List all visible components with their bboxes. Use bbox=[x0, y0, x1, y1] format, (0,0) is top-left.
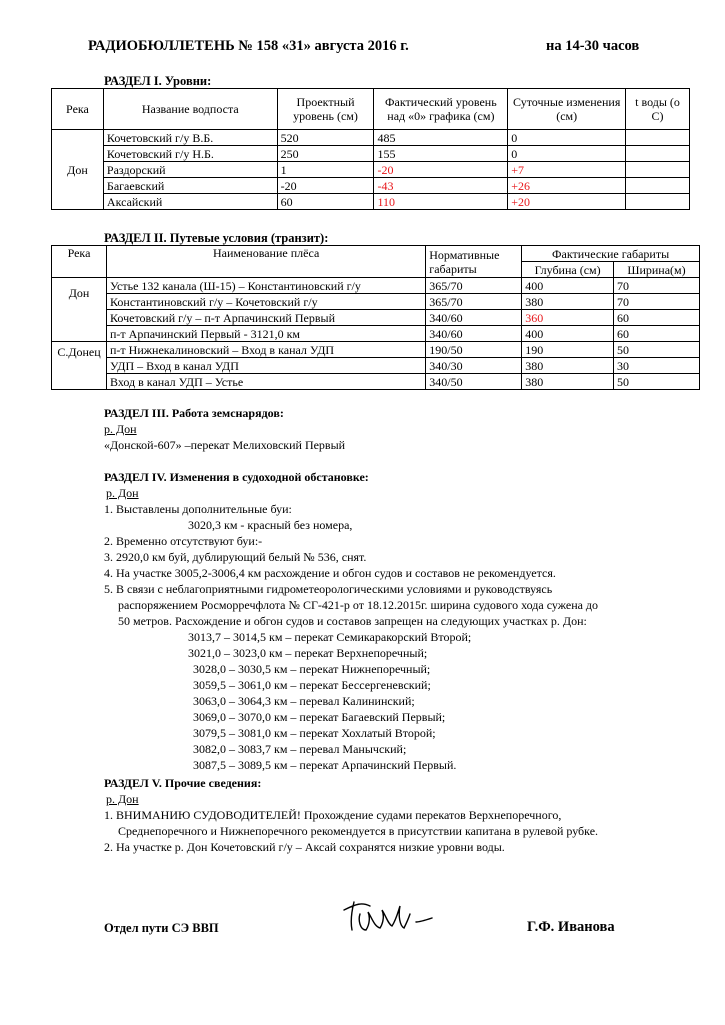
section4-item2: 2. Временно отсутствуют буи:- bbox=[104, 534, 263, 548]
river-cell: Дон bbox=[52, 278, 107, 342]
width-value: 50 bbox=[614, 374, 700, 390]
list-item: 3079,5 – 3081,0 км – перекат Хохлатый Второй; bbox=[193, 726, 436, 740]
table-row bbox=[52, 326, 700, 342]
norm-value: 365/70 bbox=[426, 278, 522, 294]
project-value: 60 bbox=[277, 194, 374, 210]
section4-item5-line1: 5. В связи с неблагоприятными гидрометеорологическими условиями и руководствуясь bbox=[104, 582, 553, 596]
section1-title: РАЗДЕЛ I. Уровни: bbox=[104, 74, 212, 88]
section4-river: р. Дон bbox=[106, 486, 139, 500]
table-row bbox=[52, 162, 690, 178]
norm-value: 190/50 bbox=[426, 342, 522, 358]
project-value: 250 bbox=[277, 146, 374, 162]
depth-value: 190 bbox=[522, 342, 614, 358]
project-value: -20 bbox=[277, 178, 374, 194]
section3-block bbox=[104, 405, 345, 453]
section4-block bbox=[104, 469, 598, 773]
depth-value: 380 bbox=[522, 374, 614, 390]
reach-name: Вход в канал УДП – Устье bbox=[106, 374, 425, 390]
actual-value: 110 bbox=[374, 194, 508, 210]
project-value: 1 bbox=[277, 162, 374, 178]
width-value: 70 bbox=[614, 278, 700, 294]
section3-river: р. Дон bbox=[104, 422, 137, 436]
depth-value: 360 bbox=[522, 310, 614, 326]
temp-value bbox=[626, 146, 690, 162]
section4-item1: 1. Выставлены дополнительные буи: bbox=[104, 502, 292, 516]
levels-table bbox=[51, 88, 690, 210]
norm-value: 340/50 bbox=[426, 374, 522, 390]
width-value: 60 bbox=[614, 326, 700, 342]
reach-name: Устье 132 канала (Ш-15) – Константиновский г/у bbox=[106, 278, 425, 294]
norm-value: 340/30 bbox=[426, 358, 522, 374]
section4-title: РАЗДЕЛ IV. Изменения в судоходной обстановке: bbox=[104, 470, 369, 484]
norm-value: 340/60 bbox=[426, 326, 522, 342]
col-width: Ширина(м) bbox=[614, 262, 700, 278]
section5-item1-line1: 1. ВНИМАНИЮ СУДОВОДИТЕЛЕЙ! Прохождение судами перекатов Верхнепоречного, bbox=[104, 808, 562, 822]
river-cell: Дон bbox=[52, 130, 104, 210]
change-value: 0 bbox=[508, 130, 626, 146]
width-value: 30 bbox=[614, 358, 700, 374]
reach-name: УДП – Вход в канал УДП bbox=[106, 358, 425, 374]
table-row bbox=[52, 130, 690, 146]
actual-value: -20 bbox=[374, 162, 508, 178]
table-row bbox=[52, 278, 700, 294]
depth-value: 400 bbox=[522, 326, 614, 342]
section5-river: р. Дон bbox=[106, 792, 139, 806]
list-item: 3063,0 – 3064,3 км – перевал Калининский; bbox=[193, 694, 415, 708]
change-value: +26 bbox=[508, 178, 626, 194]
col-daily-change: Суточные изменения (см) bbox=[508, 89, 626, 130]
col-actual-level: Фактический уровень над «0» графика (см) bbox=[374, 89, 508, 130]
table-row bbox=[52, 178, 690, 194]
bulletin-title: РАДИОБЮЛЛЕТЕНЬ № 158 «31» августа 2016 г. bbox=[88, 38, 409, 54]
width-value: 60 bbox=[614, 310, 700, 326]
actual-value: -43 bbox=[374, 178, 508, 194]
section4-item4: 4. На участке 3005,2-3006,4 км расхождение и обгон судов и составов не рекомендуется. bbox=[104, 566, 556, 580]
station-name: Раздорский bbox=[103, 162, 277, 178]
table-row bbox=[52, 342, 700, 358]
actual-value: 485 bbox=[374, 130, 508, 146]
list-item: 3059,5 – 3061,0 км – перекат Бессергеневский; bbox=[193, 678, 431, 692]
col-reach-name: Наименование плёса bbox=[106, 246, 425, 278]
col-station: Название водпоста bbox=[103, 89, 277, 130]
table-row bbox=[52, 358, 700, 374]
station-name: Багаевский bbox=[103, 178, 277, 194]
width-value: 70 bbox=[614, 294, 700, 310]
col-actual-dims: Фактические габариты bbox=[522, 246, 700, 262]
project-value: 520 bbox=[277, 130, 374, 146]
change-value: +20 bbox=[508, 194, 626, 210]
col-river: Река bbox=[52, 89, 104, 130]
width-value: 50 bbox=[614, 342, 700, 358]
temp-value bbox=[626, 130, 690, 146]
reach-name: п-т Нижнекалиновский – Вход в канал УДП bbox=[106, 342, 425, 358]
station-name: Аксайский bbox=[103, 194, 277, 210]
table-row bbox=[52, 374, 700, 390]
change-value: 0 bbox=[508, 146, 626, 162]
dredger-line: «Донской-607» –перекат Мелиховский Первый bbox=[104, 438, 346, 452]
levels-header-row bbox=[52, 89, 690, 130]
col-water-temp: t воды (о С) bbox=[626, 89, 690, 130]
depth-value: 400 bbox=[522, 278, 614, 294]
depth-value: 380 bbox=[522, 294, 614, 310]
footer-department: Отдел пути СЭ ВВП bbox=[104, 921, 219, 935]
col-norm-dims: Нормативные габариты bbox=[426, 246, 522, 278]
section3-title: РАЗДЕЛ III. Работа земснарядов: bbox=[104, 406, 284, 420]
section2-title: РАЗДЕЛ II. Путевые условия (транзит): bbox=[104, 231, 329, 245]
station-name: Кочетовский г/у Н.Б. bbox=[103, 146, 277, 162]
section4-item3: 3. 2920,0 км буй, дублирующий белый № 536, снят. bbox=[104, 550, 367, 564]
river-cell: С.Донец bbox=[52, 342, 107, 390]
list-item: 3028,0 – 3030,5 км – перекат Нижнепоречный; bbox=[193, 662, 431, 676]
temp-value bbox=[626, 194, 690, 210]
footer-name: Г.Ф. Иванова bbox=[527, 919, 615, 935]
table-row bbox=[52, 310, 700, 326]
list-item: 3013,7 – 3014,5 км – перекат Семикаракорский Второй; bbox=[188, 630, 472, 644]
norm-value: 365/70 bbox=[426, 294, 522, 310]
bulletin-header bbox=[88, 38, 678, 55]
col-depth: Глубина (см) bbox=[522, 262, 614, 278]
list-item: 3021,0 – 3023,0 км – перекат Верхнепоречный; bbox=[188, 646, 428, 660]
table-row bbox=[52, 194, 690, 210]
station-name: Кочетовский г/у В.Б. bbox=[103, 130, 277, 146]
section4-item5-line2: распоряжением Росморречфлота № СГ-421-р от 18.12.2015г. ширина судового хода сужена до bbox=[118, 598, 599, 612]
col-project-level: Проектный уровень (см) bbox=[277, 89, 374, 130]
norm-value: 340/60 bbox=[426, 310, 522, 326]
signature bbox=[340, 896, 440, 938]
section5-item2: 2. На участке р. Дон Кочетовский г/у – Аксай сохранятся низкие уровни воды. bbox=[104, 840, 505, 854]
depth-value: 380 bbox=[522, 358, 614, 374]
section4-item1-sub: 3020,3 км - красный без номера, bbox=[188, 518, 353, 532]
list-item: 3069,0 – 3070,0 км – перекат Багаевский Первый; bbox=[193, 710, 446, 724]
change-value: +7 bbox=[508, 162, 626, 178]
section5-block bbox=[104, 775, 598, 855]
restricted-sections-list bbox=[104, 629, 598, 773]
temp-value bbox=[626, 162, 690, 178]
table-row bbox=[52, 294, 700, 310]
table-row bbox=[52, 146, 690, 162]
temp-value bbox=[626, 178, 690, 194]
section5-item1-line2: Среднепоречного и Нижнепоречного рекомендуется в присутствии капитана в рулевой рубке. bbox=[118, 824, 599, 838]
reach-name: Кочетовский г/у – п-т Арпачинский Первый bbox=[106, 310, 425, 326]
col-river: Река bbox=[52, 246, 107, 278]
list-item: 3087,5 – 3089,5 км – перекат Арпачинский Первый. bbox=[193, 758, 457, 772]
list-item: 3082,0 – 3083,7 км – перевал Манычский; bbox=[193, 742, 407, 756]
actual-value: 155 bbox=[374, 146, 508, 162]
reach-name: п-т Арпачинский Первый - 3121,0 км bbox=[106, 326, 425, 342]
transit-header-row bbox=[52, 246, 700, 262]
bulletin-time: на 14-30 часов bbox=[546, 38, 640, 54]
section5-title: РАЗДЕЛ V. Прочие сведения: bbox=[104, 776, 262, 790]
reach-name: Константиновский г/у – Кочетовский г/у bbox=[106, 294, 425, 310]
transit-table bbox=[51, 245, 700, 390]
section4-item5-line3: 50 метров. Расхождение и обгон судов и составов запрещен на следующих участках р. Дон: bbox=[118, 614, 587, 628]
